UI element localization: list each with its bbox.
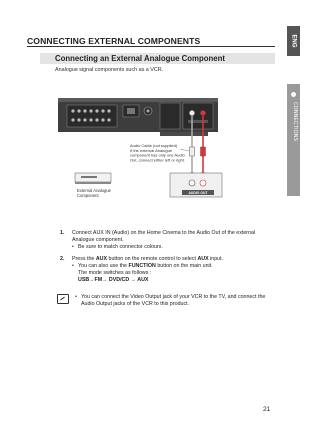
home-cinema-rear-panel <box>58 98 218 136</box>
external-analogue-component <box>75 173 112 198</box>
ext-label-line: Component <box>77 193 99 198</box>
note-icon <box>57 294 69 304</box>
audio-out-label: AUDIO OUT <box>188 191 208 195</box>
cable-callout <box>130 143 189 162</box>
cable-note-line: Audio Cable (not supplied) <box>130 143 178 148</box>
ext-label-line: External Analogue <box>77 188 111 193</box>
note-text: You can connect the Video Output jack of your VCR to the TV, and connect the Audio Output jacks of the VCR to this product. <box>81 294 266 308</box>
aux-input-label: AUX <box>197 255 209 262</box>
page-number: 21 <box>263 406 271 413</box>
step-number: 2. <box>60 255 65 262</box>
cable-note-line: component has only one Audio <box>130 152 185 158</box>
language-tab <box>287 26 300 56</box>
cable-note-line: If the external Analogue <box>130 147 173 153</box>
connection-diagram <box>55 91 285 211</box>
title-divider <box>27 46 275 47</box>
step-bullet: • Be sure to match connector colours. <box>72 244 163 251</box>
step-number: 1. <box>60 230 65 236</box>
external-component-label <box>77 188 112 198</box>
step-text: Connect AUX IN (Audio) on the Home Cinema to the Audio Out of the external Analogue component. <box>72 230 256 244</box>
page-title: CONNECTING EXTERNAL COMPONENTS <box>27 36 201 46</box>
section-title: Connecting an External Analogue Component <box>55 54 225 63</box>
step-2 <box>60 256 275 285</box>
step-1 <box>60 230 275 252</box>
mode-intro: The mode switches as follows : <box>78 270 152 277</box>
step-text: Press the AUX button on the remote control to select AUX input. <box>72 255 224 262</box>
cable-note <box>130 143 185 162</box>
note: • You can connect the Video Output jack of your VCR to the TV, and connect the Audio Output jacks of the VCR to this product. <box>57 294 277 308</box>
mode-sequence: USB→FM→ DVD/CD → AUX <box>78 277 149 284</box>
audio-out-panel <box>170 173 222 197</box>
section-bullet-icon <box>291 92 296 97</box>
cable-note-line: Out, connect either left or right. <box>130 157 185 163</box>
steps-list <box>60 230 275 288</box>
language-label: ENG <box>290 34 297 48</box>
step-bullet: • You can also use the FUNCTION button on the main unit. <box>72 262 213 269</box>
step-bullet-text: Be sure to match connector colours. <box>78 244 163 251</box>
intro-text: Analogue signal components such as a VCR. <box>55 67 164 73</box>
section-tab <box>287 84 300 196</box>
aux-key-label: AUX <box>95 255 108 262</box>
section-tab-label: CONNECTIONS <box>291 102 298 142</box>
function-key-label: FUNCTION <box>128 262 156 269</box>
